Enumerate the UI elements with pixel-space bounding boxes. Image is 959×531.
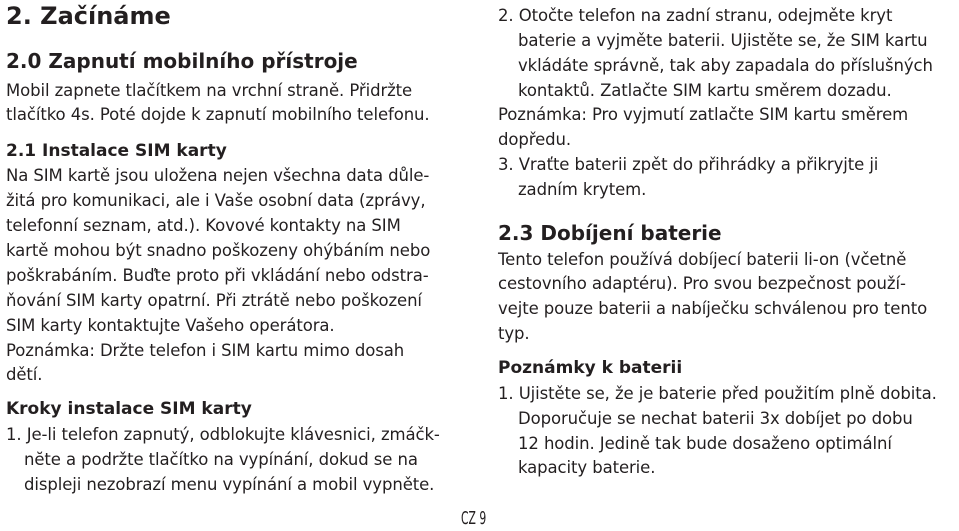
- text-line: Na SIM kartě jsou uložena nejen všechna data důle-: [6, 166, 430, 185]
- step-2-line: kontaktů. Zatlačte SIM kartu směrem dozadu.: [518, 81, 892, 100]
- text-line: typ.: [498, 324, 530, 343]
- heading-install-steps: Kroky instalace SIM karty: [6, 399, 252, 419]
- page-number: CZ 9: [461, 508, 487, 529]
- text-line: telefonní seznam, atd.). Kovové kontakty na SIM: [6, 216, 401, 235]
- battery-note-line: kapacity baterie.: [518, 458, 656, 477]
- note-line: Poznámka: Pro vyjmutí zatlačte SIM kartu směrem: [498, 105, 909, 124]
- text-line: ňování SIM karty opatrní. Při ztrátě nebo poškození: [6, 291, 422, 310]
- text-line: cestovního adaptéru). Pro svou bezpečnost použí-: [498, 274, 906, 293]
- step-1-line: 1. Je-li telefon zapnutý, odblokujte klávesnici, zmáčk-: [6, 425, 440, 444]
- text-line: tlačítko 4s. Poté dojde k zapnutí mobilního telefonu.: [6, 105, 430, 124]
- step-2-line: baterie a vyjměte baterii. Ujistěte se, že SIM kartu: [518, 31, 928, 50]
- step-2-line: vkládáte správně, tak aby zapadala do příslušných: [518, 56, 933, 75]
- battery-note-line: 12 hodin. Jedině tak bude dosaženo optimální: [518, 434, 892, 453]
- heading-2-0: 2.0 Zapnutí mobilního přístroje: [6, 49, 358, 73]
- step-2-line: 2. Otočte telefon na zadní stranu, odejměte kryt: [498, 6, 893, 25]
- note-line: dopředu.: [498, 130, 571, 149]
- heading-2-1: 2.1 Instalace SIM karty: [6, 141, 227, 161]
- step-3-line: 3. Vraťte baterii zpět do přihrádky a přikryjte ji: [498, 155, 879, 174]
- text-line: kartě mohou být snadno poškozeny ohýbáním nebo: [6, 241, 431, 260]
- text-line: Tento telefon používá dobíjecí baterii li-on (včetně: [498, 250, 907, 269]
- text-line: SIM karty kontaktujte Vašeho operátora.: [6, 316, 335, 335]
- step-1-line: displeji nezobrazí menu vypínání a mobil vypněte.: [24, 475, 435, 494]
- step-1-line: nĕte a podržte tlačítko na vypínání, dokud se na: [24, 450, 418, 469]
- text-line: vejte pouze baterii a nabíječku schválenou pro tento: [498, 299, 928, 318]
- text-line: poškrabáním. Buďte proto při vkládání nebo odstra-: [6, 266, 429, 285]
- text-line: Poznámka: Držte telefon i SIM kartu mimo dosah: [6, 341, 405, 360]
- battery-note-line: 1. Ujistěte se, že je baterie před použitím plně dobita.: [498, 384, 937, 403]
- battery-note-line: Doporučuje se nechat baterii 3x dobíjet po dobu: [518, 409, 913, 428]
- heading-battery-notes: Poznámky k baterii: [498, 358, 683, 378]
- page-title: 2. Začínáme: [6, 2, 171, 30]
- heading-2-3: 2.3 Dobíjení baterie: [498, 221, 722, 245]
- text-line: žitá pro komunikaci, ale i Vaše osobní data (zprávy,: [6, 191, 426, 210]
- step-3-line: zadním krytem.: [518, 180, 647, 199]
- text-line: Mobil zapnete tlačítkem na vrchní straně. Přidržte: [6, 81, 413, 100]
- text-line: dětí.: [6, 365, 43, 384]
